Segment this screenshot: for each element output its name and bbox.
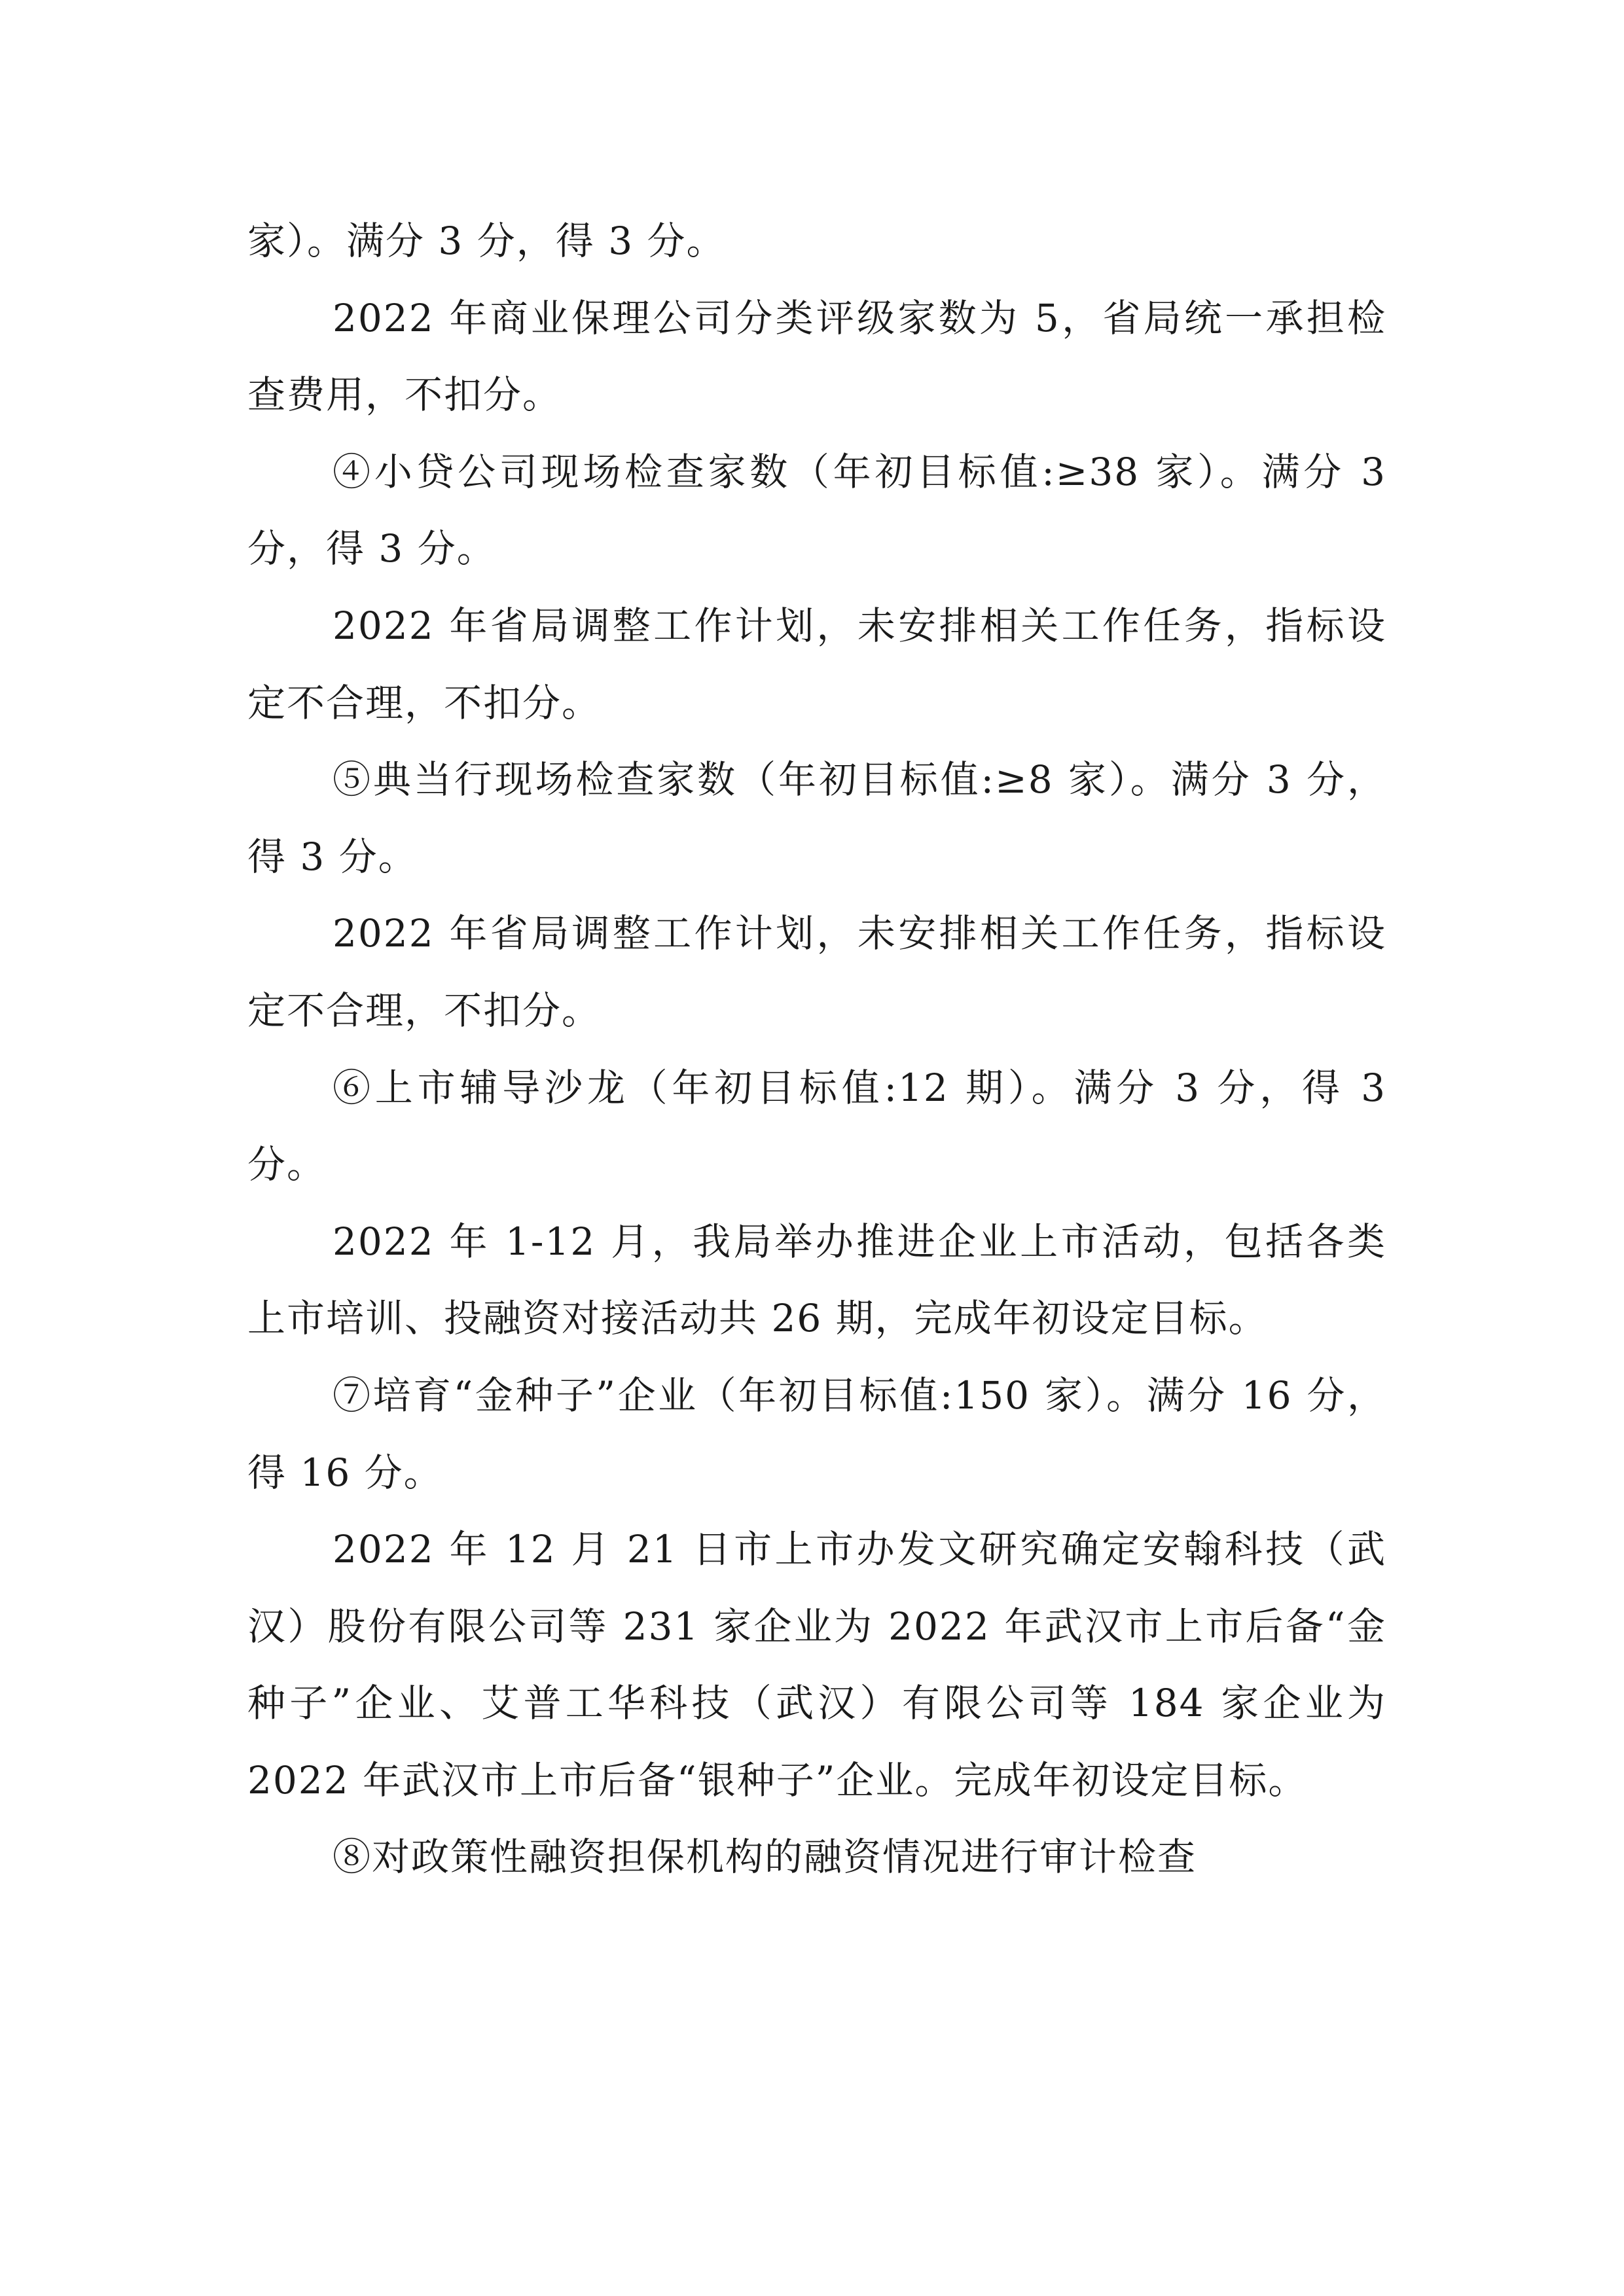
paragraph-item-8-heading: ⑧对政策性融资担保机构的融资情况进行审计检查 bbox=[333, 1835, 1197, 1880]
paragraph-score-continuation: 家）。满分 3 分，得 3 分。 bbox=[247, 219, 726, 263]
document-body bbox=[247, 203, 1386, 1896]
paragraph-item-4-explanation: 2022 年省局调整工作计划，未安排相关工作任务，指标设定不合理，不扣分。 bbox=[247, 603, 1386, 725]
paragraph-item-6-explanation: 2022 年 1-12 月，我局举办推进企业上市活动，包括各类上市培训、投融资对接活动共 26 期，完成年初设定目标。 bbox=[247, 1219, 1386, 1341]
paragraph-item-6-heading: ⑥上市辅导沙龙（年初目标值:12 期）。满分 3 分，得 3 分。 bbox=[247, 1065, 1386, 1187]
paragraph-item-7-heading: ⑦培育“金种子”企业（年初目标值:150 家）。满分 16 分，得 16 分。 bbox=[247, 1372, 1386, 1495]
paragraph-factoring-rating: 2022 年商业保理公司分类评级家数为 5，省局统一承担检查费用，不扣分。 bbox=[247, 295, 1386, 418]
paragraph-item-5-heading: ⑤典当行现场检查家数（年初目标值:≥8 家）。满分 3 分，得 3 分。 bbox=[247, 757, 1386, 879]
paragraph-item-4-heading: ④小贷公司现场检查家数（年初目标值:≥38 家）。满分 3 分，得 3 分。 bbox=[247, 449, 1386, 571]
paragraph-item-7-explanation: 2022 年 12 月 21 日市上市办发文研究确定安翰科技（武汉）股份有限公司等 231 家企业为 2022 年武汉市上市后备“金种子”企业、艾普工华科技（武汉）有限公司等 184 家企业为 2022 年武汉市上市后备“银种子”企业。完成年初设定目标。 bbox=[247, 1527, 1386, 1803]
paragraph-item-5-explanation: 2022 年省局调整工作计划，未安排相关工作任务，指标设定不合理，不扣分。 bbox=[247, 911, 1386, 1033]
